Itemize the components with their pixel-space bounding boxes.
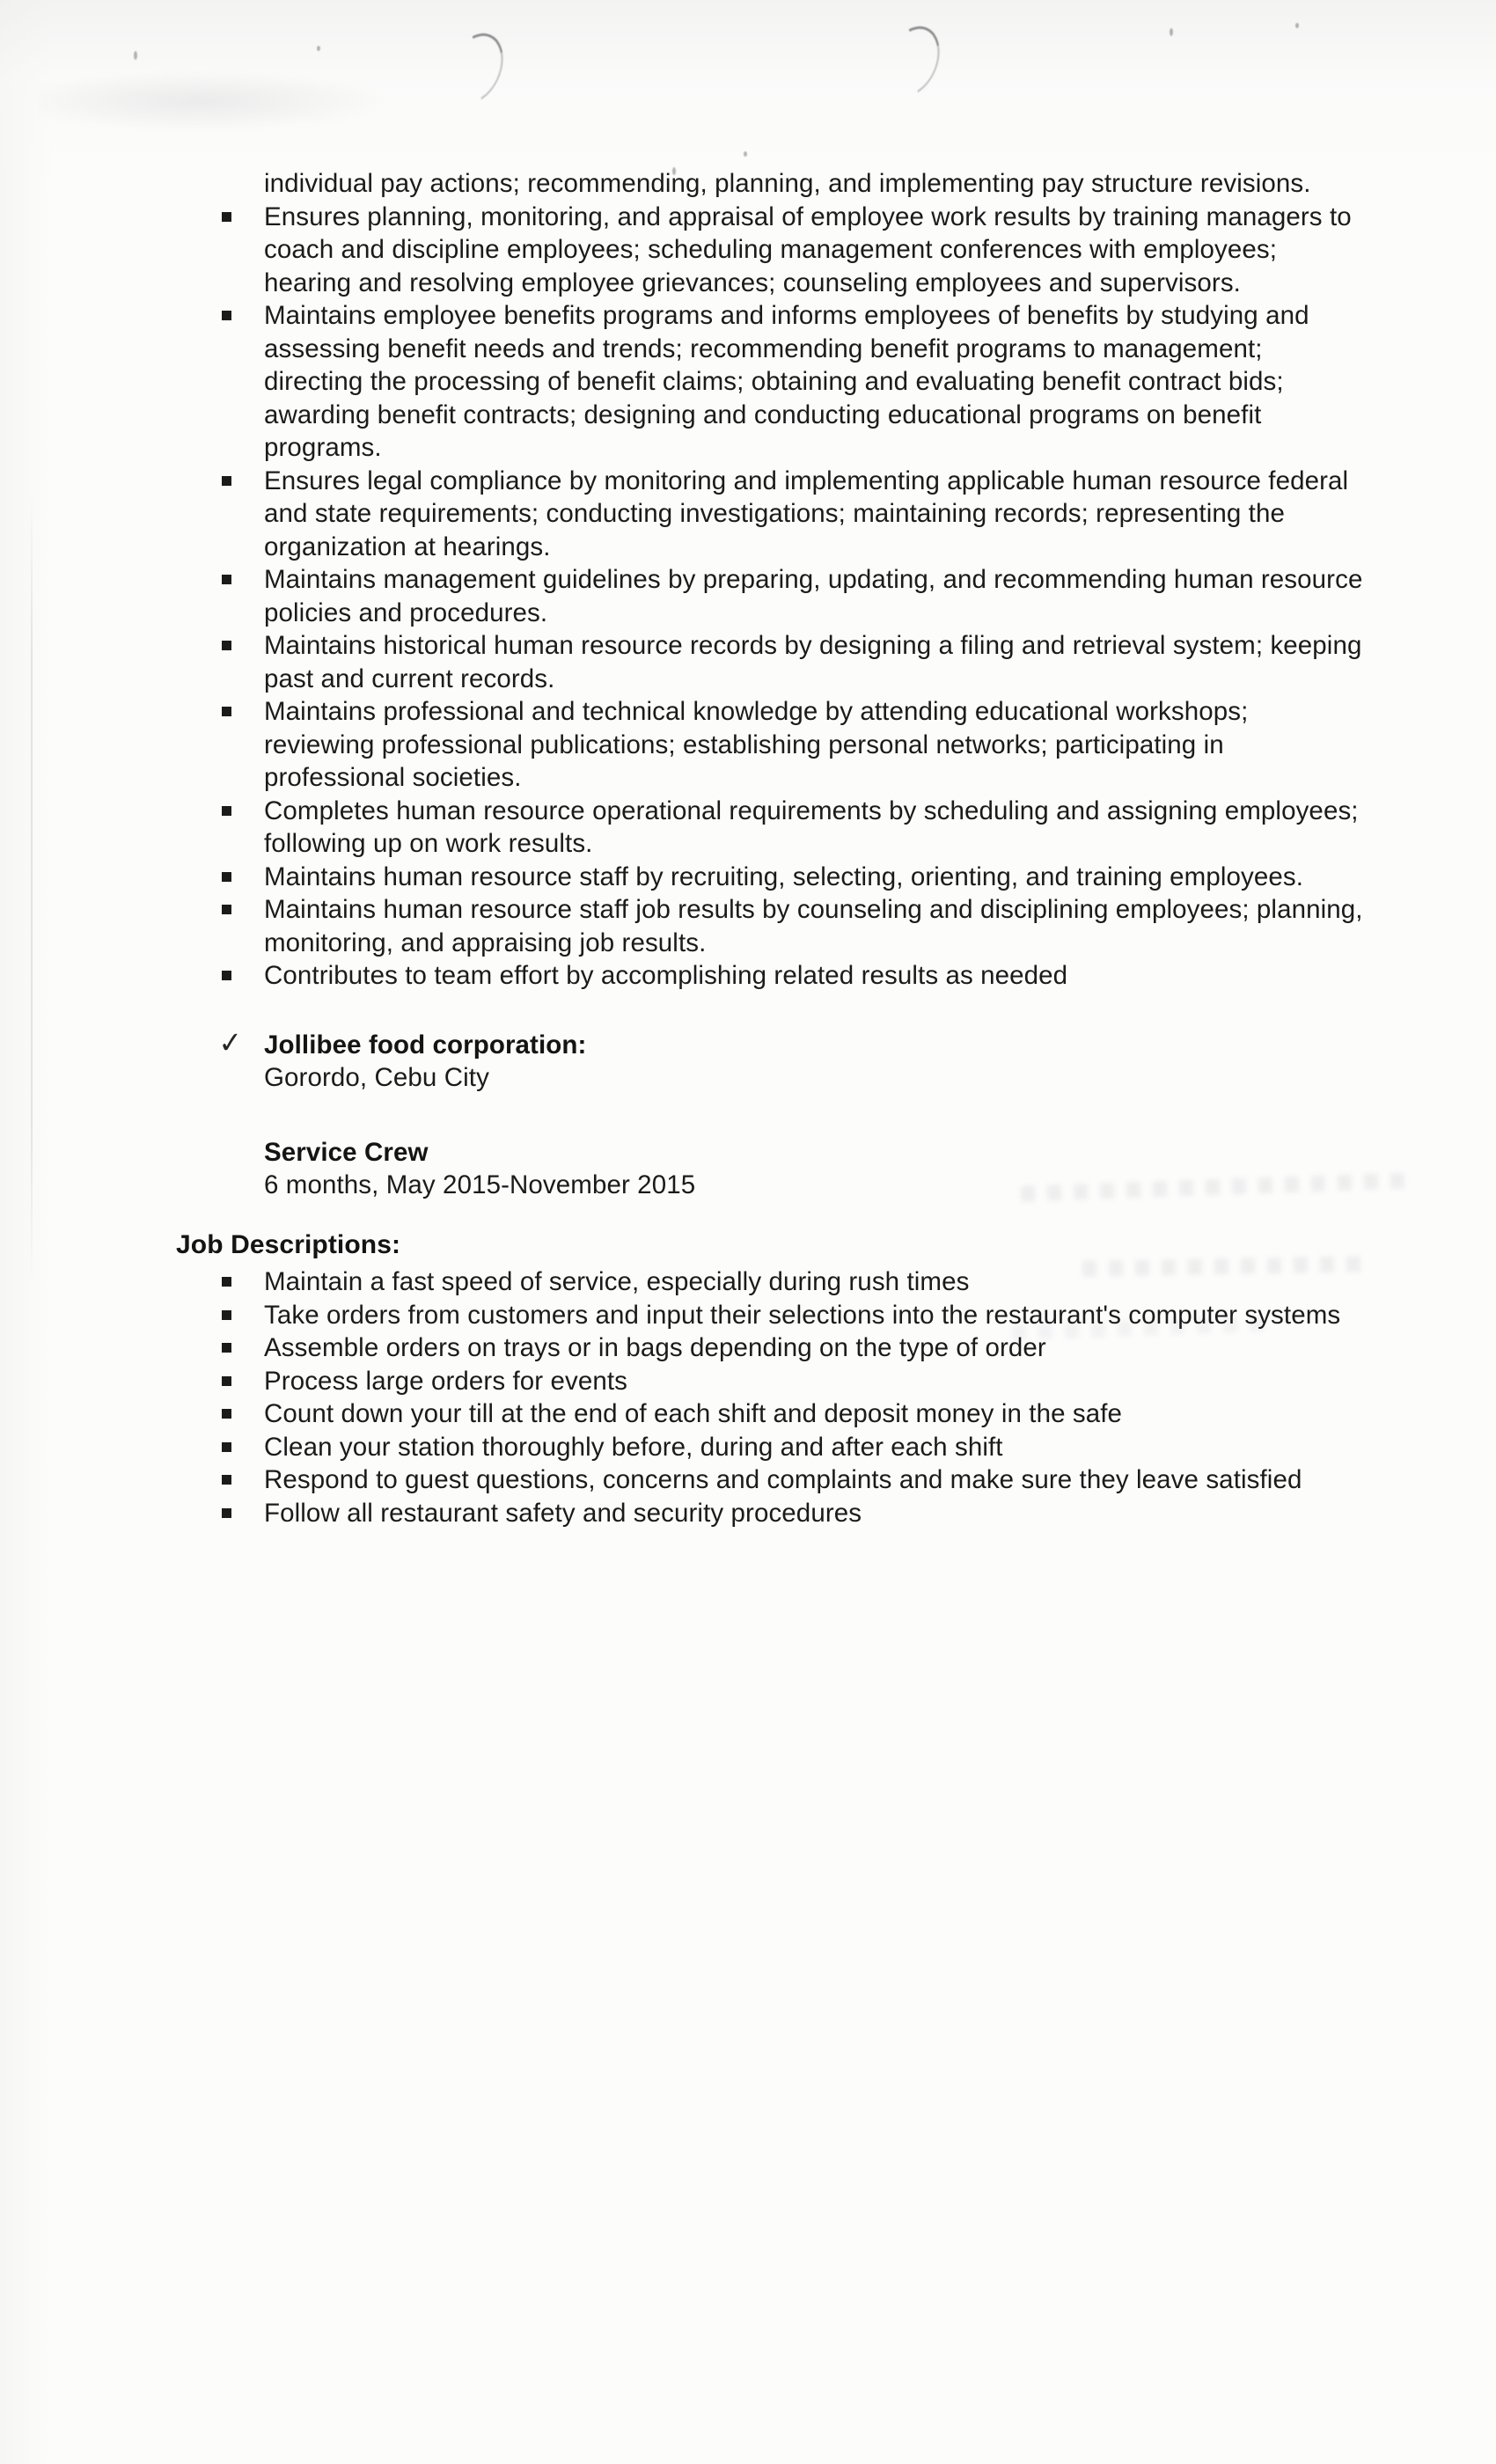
list-item-text: Ensures legal compliance by monitoring and implementing applicable human resource federal and state requirements; conducting investigations; maintaining records; representing the organization at hearings. [264, 466, 1349, 561]
list-item-text: Respond to guest questions, concerns and complaints and make sure they leave satisfied [264, 1465, 1302, 1494]
list-item-text: Completes human resource operational requirements by scheduling and assigning employees; following up on work results. [264, 796, 1359, 858]
bullet-square-icon [222, 1508, 231, 1518]
employer-section [216, 1024, 1366, 1202]
bullet-square-icon [222, 575, 231, 584]
list-item-text: Assemble orders on trays or in bags depending on the type of order [264, 1333, 1046, 1362]
scan-speck [1295, 23, 1299, 28]
bullet-square-icon [222, 641, 231, 650]
hr-duty-list-item [264, 299, 1366, 465]
hr-duty-list-item [264, 795, 1366, 861]
job-duration: 6 months, May 2015-November 2015 [264, 1170, 696, 1199]
hr-duty-list-item [264, 465, 1366, 564]
job-description-list-item [264, 1497, 1366, 1530]
hr-duty-list-item [264, 629, 1366, 695]
bullet-square-icon [222, 212, 231, 222]
bullet-square-icon [222, 905, 231, 914]
job-description-list-item [264, 1265, 1366, 1299]
employer-name: Jollibee food corporation: [264, 1030, 587, 1060]
job-description-list-item [264, 1397, 1366, 1431]
paper-curl-mark-icon [874, 18, 950, 106]
hr-duty-list-item [264, 201, 1366, 300]
list-item-text: Follow all restaurant safety and security procedures [264, 1498, 862, 1528]
intro-paragraph-continuation: individual pay actions; recommending, planning, and implementing pay structure revisions. [264, 169, 1311, 198]
hr-duty-list-item [264, 563, 1366, 629]
job-description-list-item [264, 1431, 1366, 1464]
list-item-text: Maintain a fast speed of service, especially during rush times [264, 1267, 970, 1296]
bullet-square-icon [222, 1277, 231, 1287]
scan-speck [134, 51, 137, 60]
scan-speck [744, 151, 747, 157]
hr-duty-list-item [264, 893, 1366, 959]
job-description-list-item [264, 1299, 1366, 1332]
bullet-square-icon [222, 1475, 231, 1485]
bullet-square-icon [222, 1409, 231, 1419]
scan-smudge [40, 70, 392, 132]
list-item-text: Maintains management guidelines by preparing, updating, and recommending human resource policies and procedures. [264, 565, 1363, 627]
paper-edge-shadow [31, 493, 33, 1285]
bullet-square-icon [222, 1376, 231, 1386]
list-item-text: Take orders from customers and input their selections into the restaurant's computer systems [264, 1300, 1341, 1330]
job-descriptions-list [264, 1265, 1366, 1529]
list-item-text: Maintains professional and technical knowledge by attending educational workshops; reviewing professional publications; establishing personal networks; participating in professional societies. [264, 697, 1249, 792]
job-title: Service Crew [264, 1137, 429, 1167]
job-descriptions-heading: Job Descriptions: [176, 1229, 401, 1259]
paper-curl-mark-icon [437, 25, 513, 113]
employer-location: Gorordo, Cebu City [264, 1063, 489, 1092]
bullet-square-icon [222, 872, 231, 882]
bullet-square-icon [222, 707, 231, 716]
list-item-text: Ensures planning, monitoring, and appraisal of employee work results by training managers to coach and discipline employees; scheduling management conferences with employees; hearing and resolving employee grievances; counseling employees and supervisors. [264, 202, 1352, 297]
bullet-square-icon [222, 1343, 231, 1353]
job-description-list-item [264, 1463, 1366, 1497]
list-item-text: Maintains human resource staff job results by counseling and disciplining employees; planning, monitoring, and appraising job results. [264, 895, 1363, 957]
checkmark-icon: ✓ [216, 1024, 245, 1060]
job-description-list-item [264, 1331, 1366, 1365]
bullet-square-icon [222, 476, 231, 486]
list-item-text: Count down your till at the end of each shift and deposit money in the safe [264, 1399, 1123, 1428]
bullet-square-icon [222, 806, 231, 816]
bullet-square-icon [222, 1310, 231, 1320]
list-item-text: Maintains human resource staff by recruiting, selecting, orienting, and training employees. [264, 862, 1303, 891]
hr-duty-list-item [264, 861, 1366, 894]
list-item-text: Contributes to team effort by accomplishing related results as needed [264, 961, 1068, 990]
scan-speck [317, 46, 320, 51]
list-item-text: Process large orders for events [264, 1366, 628, 1396]
job-description-list-item [264, 1365, 1366, 1398]
hr-duties-list [264, 201, 1366, 993]
bullet-square-icon [222, 311, 231, 320]
bullet-square-icon [222, 971, 231, 980]
document-body [176, 167, 1366, 1529]
hr-duty-list-item [264, 695, 1366, 795]
list-item-text: Maintains historical human resource records by designing a filing and retrieval system; keeping past and current records. [264, 631, 1362, 693]
scan-speck [1170, 28, 1173, 36]
hr-duty-list-item [264, 959, 1366, 993]
bullet-square-icon [222, 1442, 231, 1452]
list-item-text: Clean your station thoroughly before, during and after each shift [264, 1432, 1003, 1462]
list-item-text: Maintains employee benefits programs and informs employees of benefits by studying and assessing benefit needs and trends; recommending benefit programs to management; directing the processing of benefit claims; obtaining and evaluating benefit contract bids; awarding benefit contracts; designing and conducting educational programs on benefit programs. [264, 301, 1309, 462]
